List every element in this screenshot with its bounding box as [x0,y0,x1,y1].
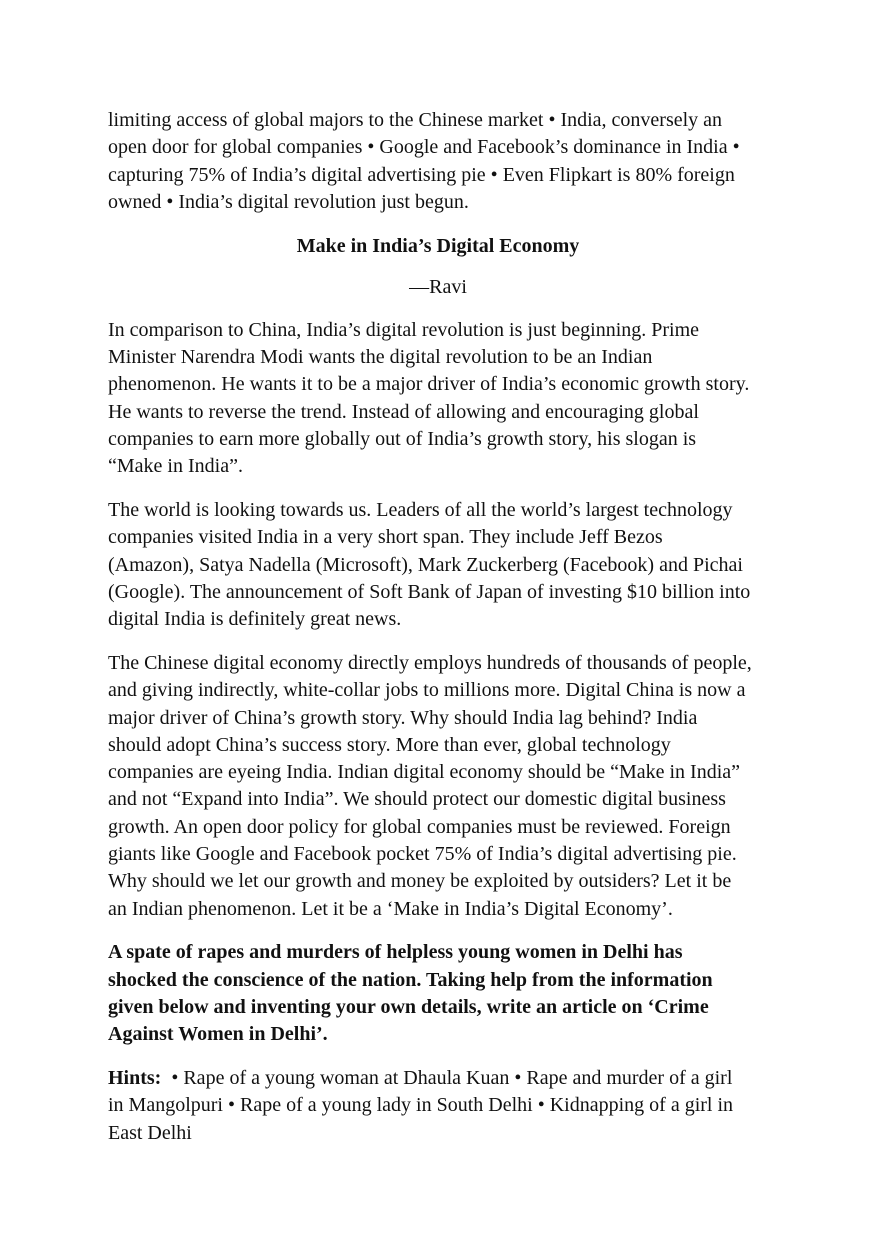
hints-section [108,1065,788,1147]
text-line: The Chinese digital economy directly employs hundreds of thousands of people, [108,651,752,674]
text-line: Why should we let our growth and money be exploited by outsiders? Let it be [108,870,732,893]
text-line: (Amazon), Satya Nadella (Microsoft), Mark Zuckerberg (Facebook) and Pichai [108,553,743,576]
hints-first-line [108,1065,788,1092]
text-line: open door for global companies • Google and Facebook’s dominance in India • [108,136,740,159]
text-line: limiting access of global majors to the Chinese market • India, conversely an [108,109,723,131]
text-line: East Delhi [108,1121,192,1144]
text-line: The world is looking towards us. Leaders of all the world’s largest technology [108,498,733,521]
text-line: “Make in India”. [108,455,243,478]
document-page [108,107,788,1164]
article-body [108,317,788,923]
text-line: and giving indirectly, white-collar jobs to millions more. Digital China is now a [108,679,746,702]
text-line: (Google). The announcement of Soft Bank of Japan of investing $10 billion into [108,580,751,603]
text-line: given below and inventing your own details, write an article on ‘Crime [108,996,709,1019]
text-line: giants like Google and Facebook pocket 75% of India’s digital advertising pie. [108,843,737,866]
text-line: capturing 75% of India’s digital advertising pie • Even Flipkart is 80% foreign [108,163,735,186]
article-paragraph [108,650,788,923]
intro-summary [108,107,788,216]
text-line: an Indian phenomenon. Let it be a ‘Make in India’s Digital Economy’. [108,897,673,920]
article-title: Make in India’s Digital Economy [296,234,580,257]
hints-label: Hints: [108,1067,162,1090]
text-line: major driver of China’s growth story. Why should India lag behind? India [108,706,698,729]
text-line: A spate of rapes and murders of helpless young women in Delhi has [108,941,683,964]
text-line: in Mangolpuri • Rape of a young lady in South Delhi • Kidnapping of a girl in [108,1094,734,1117]
article-paragraph [108,317,788,481]
text-line: companies are eyeing India. Indian digital economy should be “Make in India” [108,761,741,784]
text-line: companies to earn more globally out of India’s growth story, his slogan is [108,427,697,450]
text-line: phenomenon. He wants it to be a major driver of India’s economic growth story. [108,373,750,396]
text-line: growth. An open door policy for global companies must be reviewed. Foreign [108,815,731,838]
article-paragraph [108,497,788,633]
text-line: Against Women in Delhi’. [108,1023,328,1046]
text-line: In comparison to China, India’s digital revolution is just beginning. Prime [108,318,700,341]
text-line: shocked the conscience of the nation. Taking help from the information [108,968,713,991]
text-line: companies visited India in a very short span. They include Jeff Bezos [108,526,663,549]
text-line: owned • India’s digital revolution just begun. [108,190,469,213]
hints-text: • Rape of a young woman at Dhaula Kuan • Rape and murder of a girl [161,1067,733,1090]
text-line: He wants to reverse the trend. Instead of allowing and encouraging global [108,400,699,423]
text-line: should adopt China’s success story. More than ever, global technology [108,733,671,756]
text-line: Minister Narendra Modi wants the digital revolution to be an Indian [108,345,653,368]
article-author: —Ravi [409,275,467,298]
text-line: digital India is definitely great news. [108,608,402,631]
text-line: and not “Expand into India”. We should protect our domestic digital business [108,788,726,811]
question-prompt [108,939,788,1048]
